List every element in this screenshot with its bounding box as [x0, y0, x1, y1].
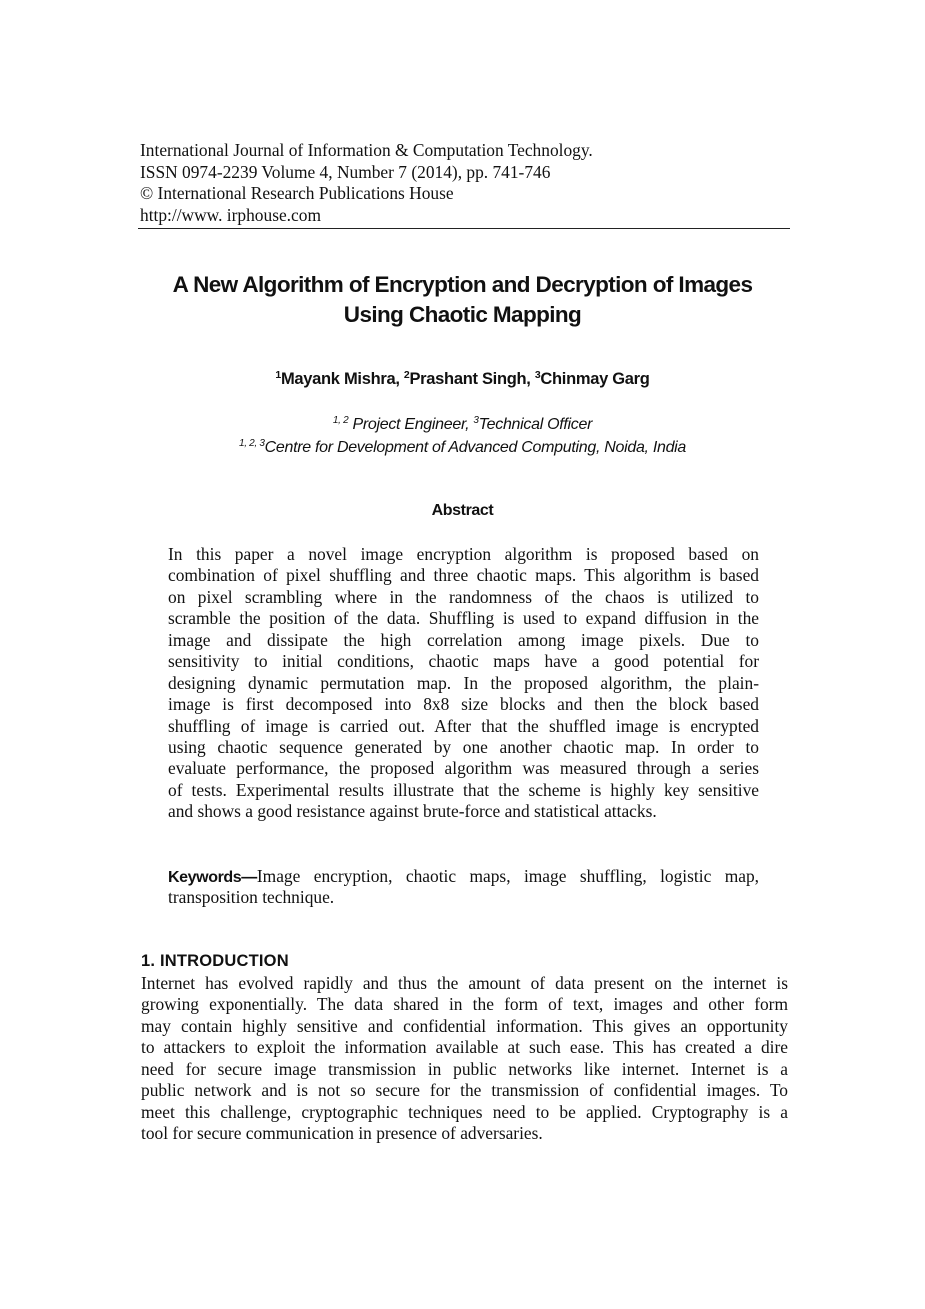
author-list [100, 370, 825, 389]
introduction-heading: 1. INTRODUCTION [141, 952, 289, 970]
keywords-line-1 [168, 866, 759, 887]
issn-line: ISSN 0974-2239 Volume 4, Number 7 (2014), pp. 741-746 [140, 161, 551, 182]
abstract-line: scramble the position of the data. Shuffling is used to expand diffusion in the [168, 608, 759, 629]
affiliations [100, 413, 825, 459]
intro-line: growing exponentially. The data shared in the form of text, images and other form [141, 994, 788, 1015]
intro-line: to attackers to exploit the information available at such ease. This has created a dire [141, 1037, 788, 1058]
keywords-line-2: transposition technique. [168, 887, 335, 908]
journal-header [140, 140, 790, 226]
author-1: Mayank Mishra, [280, 370, 404, 388]
journal-name: International Journal of Information & Computation Technology. [140, 140, 593, 160]
abstract-line: In this paper a novel image encryption algorithm is proposed based on [168, 544, 759, 564]
intro-line: tool for secure communication in presence of adversaries. [141, 1123, 543, 1144]
abstract-line: designing dynamic permutation map. In the proposed algorithm, the plain- [168, 672, 759, 693]
title-line-2: Using Chaotic Mapping [343, 302, 582, 327]
author-3: Chinmay Garg [540, 370, 650, 388]
affiliation-institution [100, 436, 825, 459]
affiliation-roles [100, 413, 825, 436]
role-1-marker: 1, 2 [332, 415, 349, 426]
abstract-body [168, 544, 759, 823]
header-divider [138, 228, 790, 229]
role-1: Project Engineer, [348, 416, 474, 433]
institution-marker: 1, 2, 3 [238, 438, 265, 449]
author-2: Prashant Singh, [409, 370, 535, 388]
abstract-line: using chaotic sequence generated by one another chaotic map. In order to [168, 736, 759, 757]
role-2: Technical Officer [478, 416, 593, 433]
intro-line: need for secure image transmission in public networks like internet. Internet is a [141, 1058, 788, 1079]
intro-line: public network and is not so secure for the transmission of confidential images. To [141, 1080, 788, 1101]
author-1-marker: 1 [275, 369, 281, 381]
abstract-line: image and dissipate the high correlation among image pixels. Due to [168, 629, 759, 650]
role-2-marker: 3 [473, 415, 479, 426]
author-3-marker: 3 [534, 369, 541, 381]
abstract-line: sensitivity to initial conditions, chaotic maps have a good potential for [168, 651, 759, 672]
intro-line: meet this challenge, cryptographic techniques need to be applied. Cryptography is a [141, 1101, 788, 1122]
abstract-line: image is first decomposed into 8x8 size blocks and then the block based [168, 694, 759, 715]
abstract-line: shuffling of image is carried out. After that the shuffled image is encrypted [168, 715, 759, 736]
publisher-line: © International Research Publications House [140, 183, 454, 203]
keywords-block [168, 866, 759, 909]
intro-line: Internet has evolved rapidly and thus the amount of data present on the internet is [141, 973, 788, 993]
introduction-body [141, 973, 788, 1145]
abstract-line: on pixel scrambling where in the randomness of the chaos is utilized to [168, 586, 759, 607]
abstract-line: combination of pixel shuffling and three chaotic maps. This algorithm is based [168, 565, 759, 586]
author-2-marker: 2 [403, 369, 410, 381]
institution-name: Centre for Development of Advanced Computing, Noida, India [264, 439, 687, 456]
abstract-line: and shows a good resistance against brute-force and statistical attacks. [168, 801, 657, 822]
keywords-text-1: Image encryption, chaotic maps, image shuffling, logistic map, [256, 866, 759, 886]
intro-line: may contain highly sensitive and confidential information. This gives an opportunity [141, 1015, 788, 1036]
abstract-heading: Abstract [431, 502, 494, 519]
abstract-line: of tests. Experimental results illustrate that the scheme is highly key sensitive [168, 779, 759, 800]
keywords-label: Keywords— [168, 869, 257, 886]
title-line-1: A New Algorithm of Encryption and Decryption of Images [172, 272, 753, 297]
paper-title [100, 270, 825, 330]
website-line: http://www. irphouse.com [140, 204, 321, 225]
abstract-line: evaluate performance, the proposed algorithm was measured through a series [168, 758, 759, 779]
